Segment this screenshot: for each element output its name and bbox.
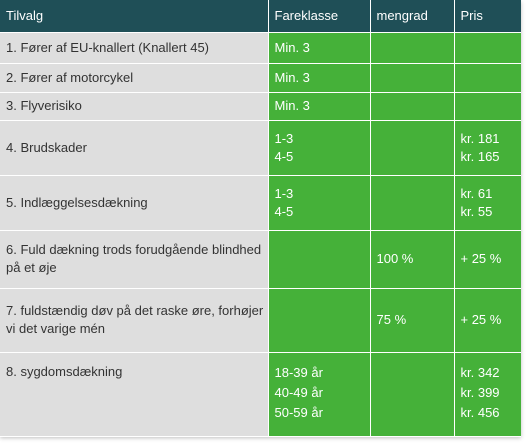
fareklasse-cell [268,175,370,230]
mengrad-cell [370,92,454,120]
header-pris: Pris [454,0,521,32]
pris-value: kr. 165 [460,148,500,164]
pris-cell [454,175,521,230]
fareklasse-value: Min. 3 [274,69,310,85]
table-row [0,63,521,92]
row-label: 2. Fører af motorcykel [0,63,268,92]
fareklasse-cell [268,63,370,92]
table-row [0,120,521,175]
pris-value: kr. 61 [460,185,493,201]
table-header-row [0,0,521,32]
row-label: 6. Fuld dækning trods forudgående blindhed på et øje [0,230,268,288]
mengrad-cell [370,32,454,63]
pris-cell [454,32,521,63]
pris-value: kr. 181 [460,130,500,146]
mengrad-value: 100 % [376,251,414,266]
pris-value: kr. 399 [460,384,500,400]
fareklasse-value: Min. 3 [274,98,310,113]
fareklasse-value: 1-3 [274,185,294,201]
row-label: 8. sygdomsdækning [0,352,268,436]
pris-cell [454,92,521,120]
fareklasse-value: 4-5 [274,203,294,219]
mengrad-cell [370,63,454,92]
row-label: 7. fuldstændig døv på det raske øre, forhøjer vi det varige mén [0,288,268,352]
fareklasse-value: 1-3 [274,130,294,146]
fareklasse-value: 50-59 år [274,404,323,420]
row-label: 1. Fører af EU-knallert (Knallert 45) [0,32,268,63]
header-mengrad: mengrad [370,0,454,32]
table-row [0,175,521,230]
fareklasse-value: 40-49 år [274,384,323,400]
mengrad-cell [370,120,454,175]
mengrad-cell [370,352,454,436]
pris-cell [454,63,521,92]
pris-cell [454,120,521,175]
mengrad-value: 75 % [376,312,407,327]
fareklasse-value: Min. 3 [274,39,310,55]
table-row [0,92,521,120]
mengrad-cell [370,288,454,352]
fareklasse-cell [268,230,370,288]
row-label: 4. Brudskader [0,120,268,175]
fareklasse-cell [268,92,370,120]
mengrad-cell [370,230,454,288]
table-row [0,352,521,436]
fareklasse-cell [268,352,370,436]
pris-value: + 25 % [460,312,502,327]
fareklasse-value: 4-5 [274,148,294,164]
row-label: 3. Flyverisiko [0,92,268,120]
pris-cell [454,352,521,436]
fareklasse-value: 18-39 år [274,364,323,380]
fareklasse-cell [268,288,370,352]
pris-cell [454,288,521,352]
table-row [0,32,521,63]
fareklasse-cell [268,120,370,175]
pris-cell [454,230,521,288]
pris-value: + 25 % [460,251,502,266]
table-row [0,230,521,288]
row-label: 5. Indlæggelsesdækning [0,175,268,230]
pris-value: kr. 456 [460,404,500,420]
header-fareklasse: Fareklasse [268,0,370,32]
table-row [0,288,521,352]
pris-value: kr. 55 [460,203,493,219]
header-tilvalg: Tilvalg [0,0,268,32]
fareklasse-cell [268,32,370,63]
pris-value: kr. 342 [460,364,500,380]
mengrad-cell [370,175,454,230]
